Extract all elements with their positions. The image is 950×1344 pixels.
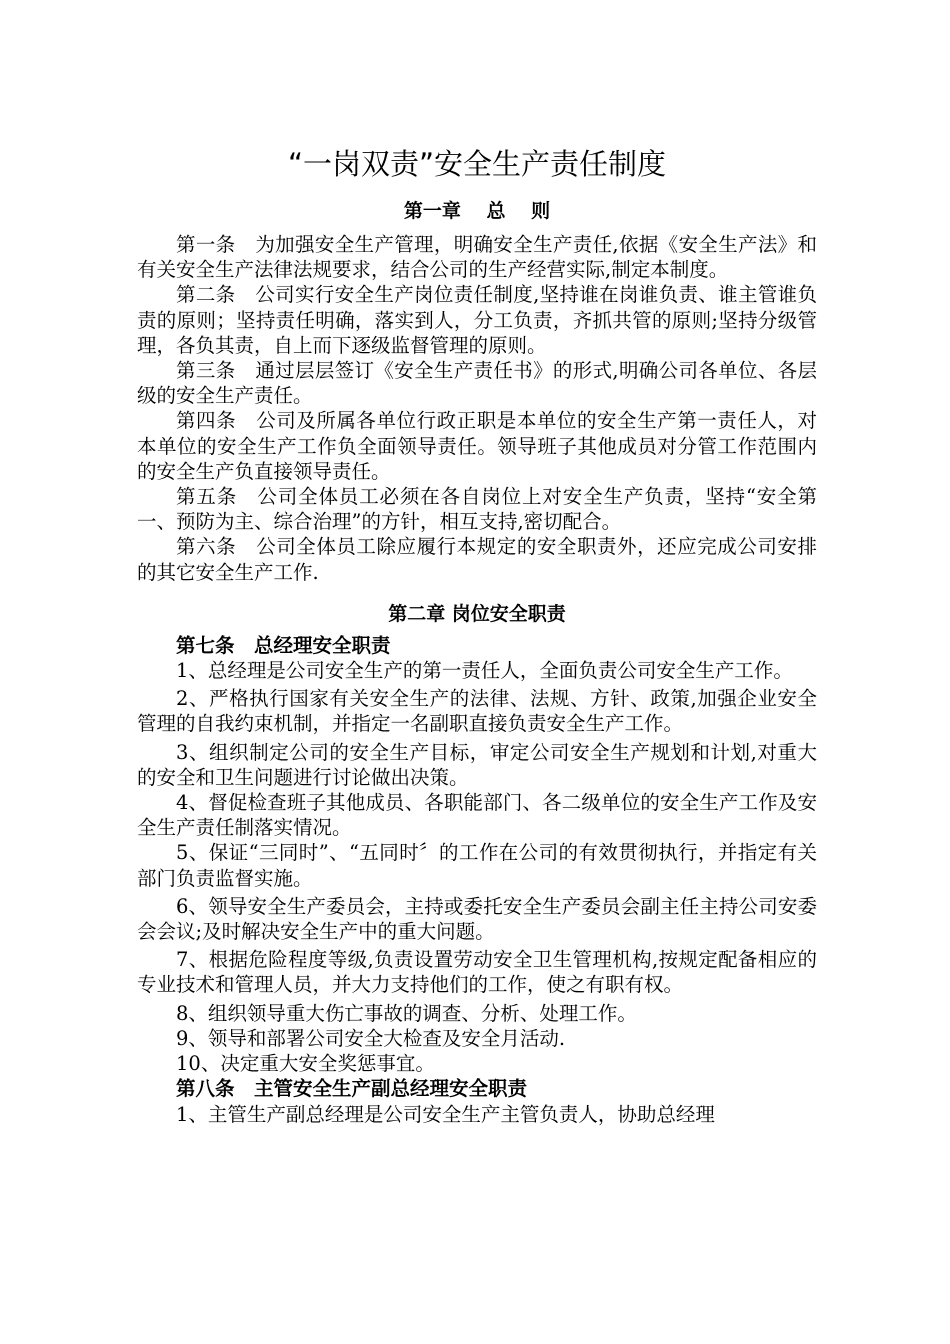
chapter-heading-1: 第一章 总 则 xyxy=(403,200,551,222)
article-7-item-4: 4、督促检查班子其他成员、各职能部门、各二级单位的安全生产工作及安全生产责任制落实情况。 xyxy=(137,791,817,840)
article-7-item-8: 8、组织领导重大伤亡事故的调查、分析、处理工作。 xyxy=(176,1001,637,1025)
document-page xyxy=(137,138,817,1127)
chapter-heading-2: 第二章 岗位安全职责 xyxy=(388,602,566,625)
document-title: “一岗双责”安全生产责任制度 xyxy=(287,147,667,181)
article-7-item-9: 9、领导和部署公司安全大检查及安全月活动. xyxy=(176,1026,566,1050)
article-7-item-10: 10、决定重大安全奖惩事宜。 xyxy=(176,1052,435,1076)
chapter-1-body xyxy=(137,232,817,585)
article-5: 第五条 公司全体员工必须在各自岗位上对安全生产负责，坚持“安全第一、预防为主、综合治理”的方针，相互支持,密切配合。 xyxy=(137,485,817,534)
article-6: 第六条 公司全体员工除应履行本规定的安全职责外，还应完成公司安排的其它安全生产工作. xyxy=(137,535,817,584)
article-1: 第一条 为加强安全生产管理，明确安全生产责任,依据《安全生产法》和有关安全生产法律法规要求，结合公司的生产经营实际,制定本制度。 xyxy=(137,233,817,282)
article-7-heading: 第七条 总经理安全职责 xyxy=(176,633,391,657)
chapter-2-body xyxy=(137,633,817,1127)
article-7-item-7: 7、根据危险程度等级,负责设置劳动安全卫生管理机构,按规定配备相应的专业技术和管理人员，并大力支持他们的工作，使之有职有权。 xyxy=(137,948,817,997)
article-7-item-5: 5、保证“三同时”、“五同时〞的工作在公司的有效贯彻执行，并指定有关部门负责监督实施。 xyxy=(137,841,817,890)
article-8-item-1: 1、主管生产副总经理是公司安全生产主管负责人，协助总经理 xyxy=(176,1102,715,1126)
article-3: 第三条 通过层层签订《安全生产责任书》的形式,明确公司各单位、各层级的安全生产责任。 xyxy=(137,359,817,408)
article-7-item-3: 3、组织制定公司的安全生产目标，审定公司安全生产规划和计划,对重大的安全和卫生问题进行讨论做出决策。 xyxy=(137,740,817,789)
article-7-item-6: 6、领导安全生产委员会，主持或委托安全生产委员会副主任主持公司安委会会议;及时解决安全生产中的重大问题。 xyxy=(137,894,817,944)
article-7-item-2: 2、严格执行国家有关安全生产的法律、法规、方针、政策,加强企业安全管理的自我约束机制，并指定一名副职直接负责安全生产工作。 xyxy=(137,687,817,736)
article-8-heading: 第八条 主管安全生产副总经理安全职责 xyxy=(176,1077,528,1101)
article-7-item-1: 1、总经理是公司安全生产的第一责任人，全面负责公司安全生产工作。 xyxy=(176,659,793,683)
article-2: 第二条 公司实行安全生产岗位责任制度,坚持谁在岗谁负责、谁主管谁负责的原则；坚持责任明确，落实到人，分工负责，齐抓共管的原则;坚持分级管理，各负其责，自上而下逐级监督管理的原则。 xyxy=(137,283,817,357)
article-4: 第四条 公司及所属各单位行政正职是本单位的安全生产第一责任人，对本单位的安全生产工作负全面领导责任。领导班子其他成员对分管工作范围内的安全生产负直接领导责任。 xyxy=(137,409,817,483)
